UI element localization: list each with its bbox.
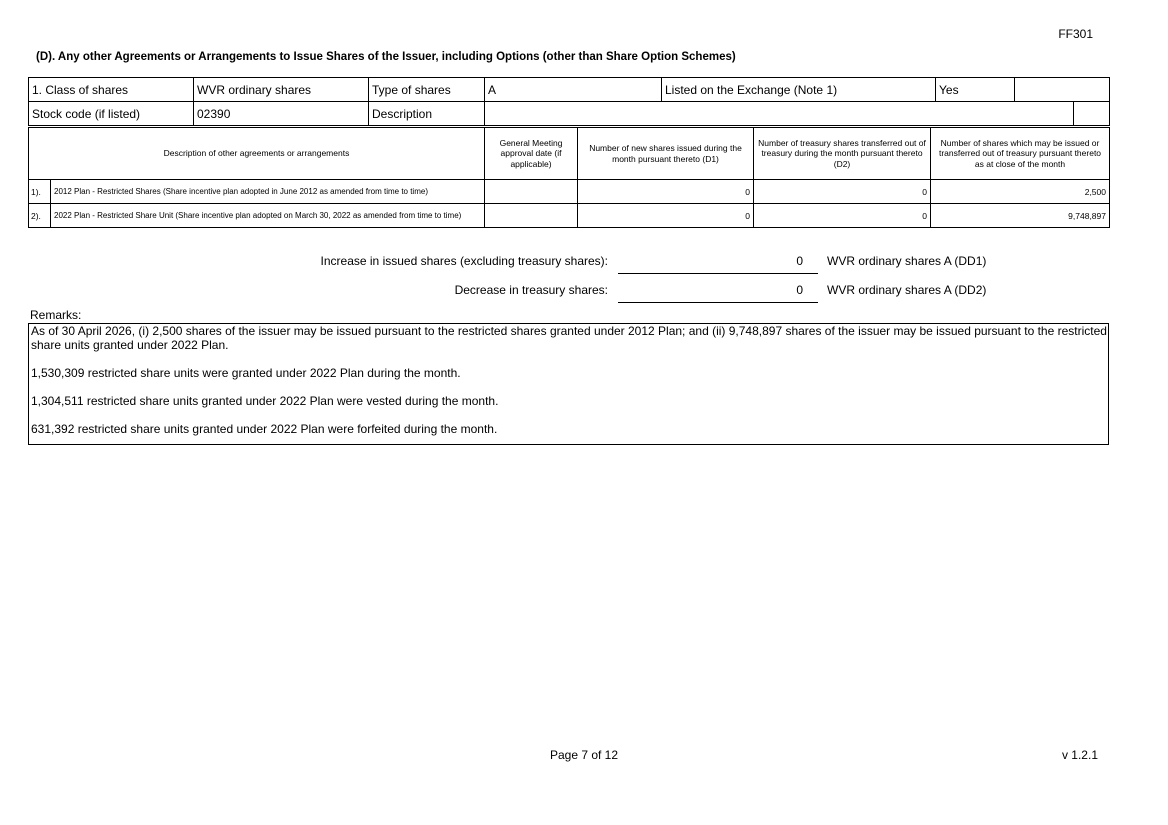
remarks-box	[28, 323, 1109, 445]
page-number: Page 7 of 12	[549, 748, 619, 762]
row-approval-date	[485, 180, 578, 204]
row-index: 1).	[29, 180, 51, 204]
increase-unit: WVR ordinary shares A (DD1)	[827, 254, 987, 268]
row-d1: 0	[578, 180, 754, 204]
class-of-shares-label: 1. Class of shares	[29, 78, 194, 102]
section-title: (D). Any other Agreements or Arrangements to Issue Shares of the Issuer, including Options (other than Share Option Schemes)	[36, 51, 736, 63]
version-label: v 1.2.1	[1061, 748, 1098, 762]
row-d2: 0	[754, 180, 931, 204]
remarks-line: 631,392 restricted share units granted under 2022 Plan were forfeited during the month.	[31, 422, 498, 436]
row-index: 2).	[29, 204, 51, 228]
stock-code-value: 02390	[194, 102, 369, 126]
remarks-line: 1,304,511 restricted share units granted under 2022 Plan were vested during the month.	[31, 394, 499, 408]
row-description: 2022 Plan - Restricted Share Unit (Share incentive plan adopted on March 30, 2022 as amended from time to time)	[51, 204, 485, 228]
listed-value: Yes	[936, 78, 1015, 102]
stock-code-label: Stock code (if listed)	[29, 102, 194, 126]
listed-label: Listed on the Exchange (Note 1)	[662, 78, 936, 102]
description-label: Description	[369, 102, 485, 126]
row-d1: 0	[578, 204, 754, 228]
form-code: FF301	[1058, 27, 1093, 41]
column-header-close: Number of shares which may be issued or transferred out of treasury pursuant thereto as at close of the month	[931, 128, 1110, 180]
column-header-d2: Number of treasury shares transferred out of treasury during the month pursuant thereto (D2)	[754, 128, 931, 180]
remarks-line: As of 30 April 2026, (i) 2,500 shares of the issuer may be issued pursuant to the restricted shares granted under 2012 Plan; and (ii) 9,748,897 shares of the issuer may be issued pursuant to the restricted share units granted under 2022 Plan.	[31, 324, 1107, 352]
table-row	[29, 180, 1110, 204]
increase-label: Increase in issued shares (excluding treasury shares):	[320, 254, 608, 268]
decrease-label: Decrease in treasury shares:	[454, 283, 608, 297]
column-header-d1: Number of new shares issued during the month pursuant thereto (D1)	[578, 128, 754, 180]
column-header-description: Description of other agreements or arrangements	[29, 128, 485, 180]
type-of-shares-value: A	[485, 78, 662, 102]
share-class-table	[28, 77, 1110, 126]
column-header-approval-date: General Meeting approval date (if applicable)	[485, 128, 578, 180]
description-blank-cell	[1074, 102, 1110, 126]
row-approval-date	[485, 204, 578, 228]
row-description: 2012 Plan - Restricted Shares (Share incentive plan adopted in June 2012 as amended from time to time)	[51, 180, 485, 204]
row-close: 9,748,897	[931, 204, 1110, 228]
remarks-label: Remarks:	[30, 308, 82, 322]
table-row	[29, 204, 1110, 228]
description-value	[485, 102, 1074, 126]
row-close: 2,500	[931, 180, 1110, 204]
remarks-line: 1,530,309 restricted share units were granted under 2022 Plan during the month.	[31, 366, 461, 380]
row-d2: 0	[754, 204, 931, 228]
increase-value: 0	[796, 254, 803, 268]
agreements-table	[28, 127, 1110, 228]
type-of-shares-label: Type of shares	[369, 78, 485, 102]
decrease-unit: WVR ordinary shares A (DD2)	[827, 283, 987, 297]
listed-blank-cell	[1015, 78, 1110, 102]
class-of-shares-value: WVR ordinary shares	[194, 78, 369, 102]
decrease-value: 0	[796, 283, 803, 297]
